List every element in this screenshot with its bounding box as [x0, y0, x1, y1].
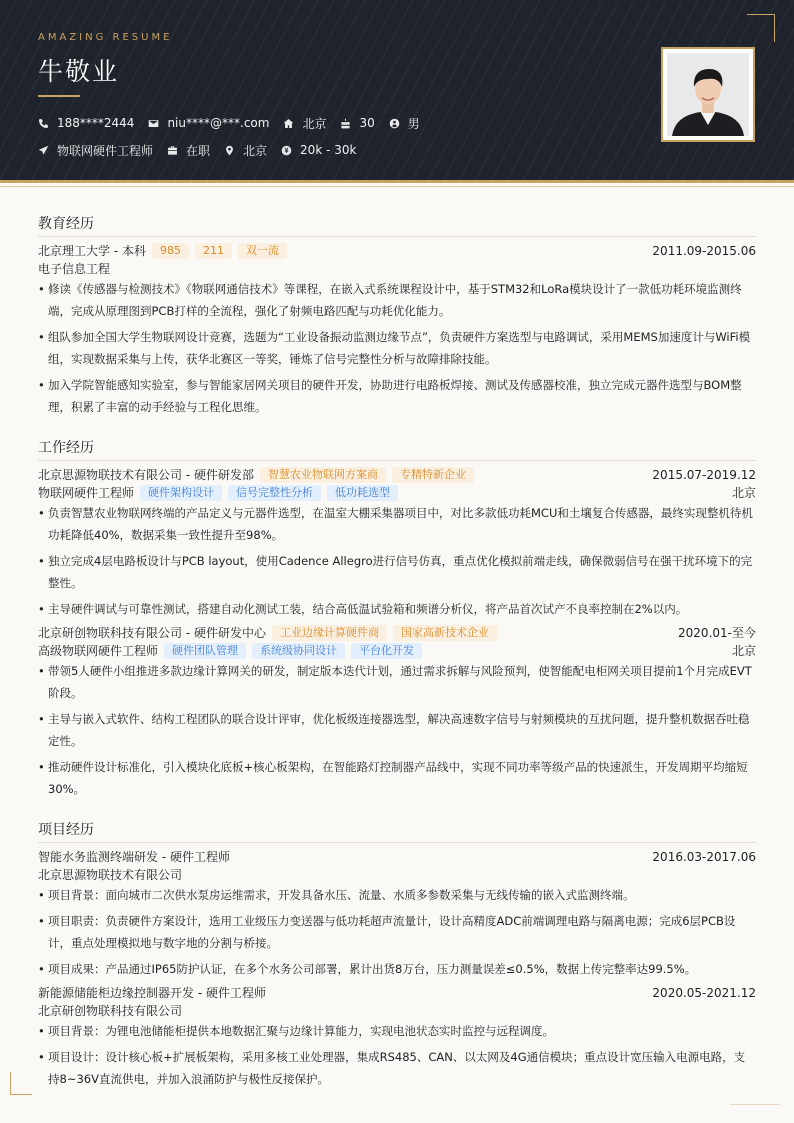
education-header — [38, 242, 756, 259]
job-bullet: • 推动硬件设计标准化，引入模块化底板+核心板架构，在智能路灯控制器产品线中，实现不同功率等级产品的快速派生，开发周期平均缩短30%。 — [38, 756, 756, 800]
project-header — [38, 984, 756, 1001]
mail-icon — [148, 118, 159, 129]
age-item — [340, 115, 374, 131]
phone-text: 188****2444 — [57, 116, 135, 130]
education-period: 2011.09-2015.06 — [652, 243, 756, 258]
cake-icon — [340, 118, 351, 129]
company-tag: 智慧农业物联网方案商 — [260, 467, 386, 483]
section-divider — [38, 236, 756, 237]
job-period: 2015.07-2019.12 — [652, 467, 756, 482]
phone-item — [38, 115, 134, 131]
project-bullet: • 项目背景：面向城市二次供水泵房运维需求，开发具备水压、流量、水质多参数采集与无线传输的嵌入式监测终端。 — [38, 884, 756, 906]
project-company-row — [38, 866, 756, 883]
section-title-work: 工作经历 — [38, 440, 94, 456]
corner-ornament — [10, 1072, 32, 1095]
education-bullet: • 修读《传感器与检测技术》《物联网通信技术》等课程，在嵌入式系统课程设计中，基于STM32和LoRa模块设计了一款低功耗环境监测终端，完成从原理图到PCB打样的全流程，强化了射频电路匹配与功耗优化能力。 — [38, 278, 756, 322]
name-divider — [38, 95, 80, 97]
hometown-text: 北京 — [302, 116, 327, 131]
job-role-row — [38, 642, 756, 659]
job-role: 物联网硬件工程师 — [38, 486, 135, 500]
company-tag: 专精特新企业 — [392, 467, 474, 483]
header-accent-line — [0, 186, 794, 187]
project-name: 智能水务监测终端研发 - 硬件工程师 — [38, 850, 230, 864]
job-role-row — [38, 484, 756, 501]
target-position-item — [38, 142, 153, 158]
profile-photo-frame — [661, 47, 755, 142]
project-company: 北京研创物联科技有限公司 — [38, 1004, 183, 1018]
target-city-text: 北京 — [243, 143, 268, 158]
email-text: niu****@***.com — [167, 116, 270, 130]
section-divider — [38, 842, 756, 843]
salary-item — [281, 142, 356, 158]
resume-header — [0, 0, 794, 183]
project-company: 北京思源物联技术有限公司 — [38, 868, 183, 882]
project-header — [38, 848, 756, 865]
project-bullet: • 项目成果：产品通过IP65防护认证，在多个水务公司部署，累计出货8万台，压力测量误差≤0.5%，数据上传完整率达99.5%。 — [38, 958, 756, 980]
status-text: 在职 — [186, 143, 211, 158]
age-text: 30 — [359, 116, 375, 130]
job-header — [38, 466, 756, 483]
candidate-name: 牛敬业 — [38, 57, 120, 86]
education-major-row — [38, 260, 756, 277]
corner-ornament — [747, 14, 775, 42]
school-name: 北京理工大学 - 本科 — [38, 244, 146, 258]
person-circle-icon — [389, 118, 400, 129]
school-tag: 985 — [152, 243, 189, 259]
company-name: 北京思源物联技术有限公司 - 硬件研发部 — [38, 468, 254, 482]
job-bullet: • 带领5人硬件小组推进多款边缘计算网关的研发，制定版本迭代计划，通过需求拆解与风险预判，使智能配电柜网关项目提前1个月完成EVT阶段。 — [38, 660, 756, 704]
company-tag: 工业边缘计算硬件商 — [272, 625, 387, 641]
job-role: 高级物联网硬件工程师 — [38, 644, 159, 658]
project-period: 2020.05-2021.12 — [652, 985, 756, 1000]
hometown-item — [283, 115, 326, 131]
job-bullet: • 负责智慧农业物联网终端的产品定义与元器件选型，在温室大棚采集器项目中，对比多款低功耗MCU和土壤复合传感器，最终实现整机待机功耗降低40%，数据采集一致性提升至98%。 — [38, 502, 756, 546]
project-name: 新能源储能柜边缘控制器开发 - 硬件工程师 — [38, 986, 266, 1000]
company-name: 北京研创物联科技有限公司 - 硬件研发中心 — [38, 626, 266, 640]
job-city: 北京 — [731, 486, 756, 500]
school-tag: 211 — [195, 243, 232, 259]
job-bullet: • 独立完成4层电路板设计与PCB layout，使用Cadence Allegro进行信号仿真，重点优化模拟前端走线，确保微弱信号在强干扰环境下的完整性。 — [38, 550, 756, 594]
job-bullet: • 主导与嵌入式软件、结构工程团队的联合设计评审，优化板级连接器选型，解决高速数字信号与射频模块的互扰问题，提升整机数据吞吐稳定性。 — [38, 708, 756, 752]
contact-row — [38, 115, 434, 131]
section-title-projects: 项目经历 — [38, 822, 94, 838]
target-city-item — [224, 142, 267, 158]
project-bullet: • 项目设计：设计核心板+扩展板架构，采用多核工业处理器，集成RS485、CAN、以太网及4G通信模块；重点设计宽压输入电源电路，支持8~36V直流供电，并加入浪涌防护与极性反接保护。 — [38, 1046, 756, 1090]
email-item — [148, 115, 269, 131]
project-bullet: • 项目背景：为锂电池储能柜提供本地数据汇聚与边缘计算能力，实现电池状态实时监控与远程调度。 — [38, 1020, 756, 1042]
send-icon — [38, 145, 49, 156]
profile-photo — [667, 53, 749, 136]
target-position-text: 物联网硬件工程师 — [57, 143, 154, 158]
project-bullet: • 项目职责：负责硬件方案设计，选用工业级压力变送器与低功耗超声流量计，设计高精度ADC前端调理电路与隔离电源；完成6层PCB设计，重点处理模拟地与数字地的分割与桥接。 — [38, 910, 756, 954]
company-tag: 国家高新技术企业 — [393, 625, 497, 641]
skill-tag: 硬件团队管理 — [164, 643, 246, 659]
project-company-row — [38, 1002, 756, 1019]
skill-tag: 低功耗选型 — [327, 485, 398, 501]
skill-tag: 系统级协同设计 — [252, 643, 345, 659]
skill-tag: 硬件架构设计 — [140, 485, 222, 501]
job-bullet: • 主导硬件调试与可靠性测试，搭建自动化测试工装，结合高低温试验箱和频谱分析仪，将产品首次试产不良率控制在2%以内。 — [38, 598, 756, 620]
portrait-illustration — [667, 53, 749, 136]
job-header — [38, 624, 756, 641]
briefcase-icon — [167, 145, 178, 156]
phone-icon — [38, 118, 49, 129]
gender-item — [389, 115, 420, 131]
status-item — [167, 142, 210, 158]
job-intent-row — [38, 142, 370, 158]
skill-tag: 信号完整性分析 — [228, 485, 321, 501]
section-title-education: 教育经历 — [38, 216, 94, 232]
section-divider — [38, 460, 756, 461]
gender-text: 男 — [407, 116, 420, 131]
education-bullet: • 组队参加全国大学生物联网设计竞赛，选题为“工业设备振动监测边缘节点”，负责硬件方案选型与电路调试，采用MEMS加速度计与WiFi模组，实现数据采集与上传，获华北赛区一等奖，锤炼了信号完整性分析与故障排除技能。 — [38, 326, 756, 370]
money-icon — [281, 145, 292, 156]
salary-text: 20k - 30k — [300, 143, 357, 157]
location-pin-icon — [224, 145, 235, 156]
home-icon — [283, 118, 294, 129]
brand-label: AMAZING RESUME — [38, 32, 173, 43]
project-period: 2016.03-2017.06 — [652, 849, 756, 864]
major: 电子信息工程 — [38, 262, 111, 276]
skill-tag: 平台化开发 — [351, 643, 422, 659]
footer-line — [730, 1104, 780, 1105]
education-bullet: • 加入学院智能感知实验室，参与智能家居网关项目的硬件开发，协助进行电路板焊接、测试及传感器校准，独立完成元器件选型与BOM整理，积累了丰富的动手经验与工程化思维。 — [38, 374, 756, 418]
school-tag: 双一流 — [238, 243, 287, 259]
job-period: 2020.01-至今 — [678, 626, 756, 640]
job-city: 北京 — [731, 644, 756, 658]
